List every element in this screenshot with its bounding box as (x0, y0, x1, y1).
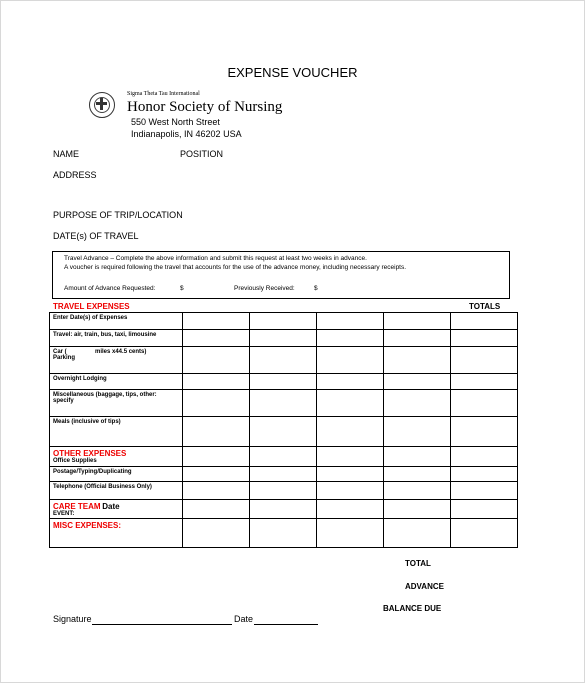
address-label: ADDRESS (53, 170, 97, 180)
cell[interactable] (384, 519, 451, 548)
row-label: Car ( (53, 349, 67, 355)
cell[interactable] (451, 467, 518, 482)
cell[interactable] (250, 374, 317, 390)
cell[interactable] (384, 347, 451, 374)
cell[interactable] (183, 482, 250, 500)
cell[interactable] (451, 482, 518, 500)
cell[interactable] (317, 467, 384, 482)
table-row (50, 374, 518, 390)
cell[interactable] (384, 467, 451, 482)
cell[interactable] (317, 390, 384, 417)
cell[interactable] (183, 390, 250, 417)
cell[interactable] (317, 519, 384, 548)
totals-heading: TOTALS (469, 302, 501, 311)
travel-advance-notice (52, 251, 510, 299)
table-row (50, 390, 518, 417)
notice-line-1: Travel Advance – Complete the above information and submit this request at least two weeks in advance. (64, 255, 367, 262)
row-label: Telephone (Official Business Only) (53, 484, 152, 490)
cell[interactable] (250, 330, 317, 347)
cell[interactable] (183, 374, 250, 390)
cell[interactable] (183, 519, 250, 548)
notice-line-2: A voucher is required following the travel that accounts for the use of the advance money, including necessary receipts. (64, 264, 407, 271)
previously-received-label: Previously Received: (234, 285, 295, 292)
advance-requested-currency: $ (180, 285, 184, 292)
row-label: Enter Date(s) of Expenses (53, 315, 128, 321)
org-subtitle: Sigma Theta Tau International (127, 91, 200, 97)
cell[interactable] (384, 390, 451, 417)
row-label: miles x44.5 cents) (95, 349, 147, 355)
previously-received-currency: $ (314, 285, 318, 292)
cell[interactable] (317, 417, 384, 447)
cell[interactable] (250, 447, 317, 467)
cell[interactable] (451, 374, 518, 390)
org-name: Honor Society of Nursing (127, 99, 283, 115)
cell[interactable] (451, 330, 518, 347)
cell[interactable] (384, 482, 451, 500)
position-label: POSITION (180, 149, 224, 159)
advance-label: ADVANCE (405, 582, 444, 591)
cell[interactable] (250, 482, 317, 500)
cell[interactable] (250, 500, 317, 519)
signature-line[interactable] (92, 623, 232, 625)
care-team-date-label: Date (102, 502, 120, 511)
balance-due-label: BALANCE DUE (383, 604, 442, 613)
cell[interactable] (250, 519, 317, 548)
cell[interactable] (250, 347, 317, 374)
cell[interactable] (183, 500, 250, 519)
travel-expenses-heading: TRAVEL EXPENSES (53, 302, 130, 311)
cell[interactable] (384, 500, 451, 519)
date-label: Date (234, 614, 254, 624)
row-label: Meals (inclusive of tips) (53, 419, 121, 425)
cell[interactable] (317, 482, 384, 500)
date-line[interactable] (254, 623, 318, 625)
other-expenses-heading: OTHER EXPENSES (53, 449, 127, 458)
cell[interactable] (451, 447, 518, 467)
total-label: TOTAL (405, 559, 431, 568)
cell[interactable] (183, 447, 250, 467)
table-row (50, 482, 518, 500)
advance-requested-label: Amount of Advance Requested: (64, 285, 156, 292)
society-seal-icon (89, 92, 115, 118)
cell[interactable] (250, 313, 317, 330)
cell[interactable] (183, 313, 250, 330)
org-street: 550 West North Street (131, 117, 220, 127)
table-row (50, 500, 518, 519)
table-row (50, 519, 518, 548)
table-row (50, 447, 518, 467)
cell[interactable] (317, 347, 384, 374)
cell[interactable] (183, 467, 250, 482)
cell[interactable] (317, 313, 384, 330)
table-row (50, 313, 518, 330)
table-row (50, 467, 518, 482)
care-team-heading: CARE TEAM (53, 502, 101, 511)
misc-expenses-heading: MISC EXPENSES: (53, 521, 122, 530)
cell[interactable] (183, 330, 250, 347)
dates-label: DATE(s) OF TRAVEL (53, 231, 139, 241)
table-row (50, 417, 518, 447)
page-title: EXPENSE VOUCHER (227, 65, 358, 80)
cell[interactable] (384, 374, 451, 390)
cell[interactable] (451, 347, 518, 374)
cell[interactable] (384, 313, 451, 330)
name-label: NAME (53, 149, 80, 159)
row-label: Travel: air, train, bus, taxi, limousine (53, 332, 157, 338)
cell[interactable] (317, 374, 384, 390)
row-label: Postage/Typing/Duplicating (53, 469, 132, 475)
cell[interactable] (183, 347, 250, 374)
signature-label: Signature (53, 614, 92, 624)
row-label: Miscellaneous (baggage, tips, other: (53, 392, 157, 398)
cell[interactable] (317, 447, 384, 467)
row-label: Office Supplies (53, 458, 97, 464)
org-city: Indianapolis, IN 46202 USA (131, 129, 242, 139)
cell[interactable] (250, 390, 317, 417)
cell[interactable] (183, 417, 250, 447)
cell[interactable] (317, 500, 384, 519)
cell[interactable] (451, 417, 518, 447)
row-label: EVENT: (53, 511, 75, 517)
cell[interactable] (384, 447, 451, 467)
cell[interactable] (451, 500, 518, 519)
cell[interactable] (250, 417, 317, 447)
row-label: Overnight Lodging (53, 376, 107, 382)
table-row (50, 347, 518, 374)
cell[interactable] (384, 417, 451, 447)
cell[interactable] (451, 313, 518, 330)
cell[interactable] (317, 330, 384, 347)
expense-table (49, 312, 518, 548)
cell[interactable] (384, 330, 451, 347)
row-label: specify (53, 398, 74, 404)
row-label: Parking (53, 355, 76, 361)
table-row (50, 330, 518, 347)
purpose-label: PURPOSE OF TRIP/LOCATION (53, 210, 183, 220)
cell[interactable] (451, 519, 518, 548)
cell[interactable] (250, 467, 317, 482)
cell[interactable] (451, 390, 518, 417)
